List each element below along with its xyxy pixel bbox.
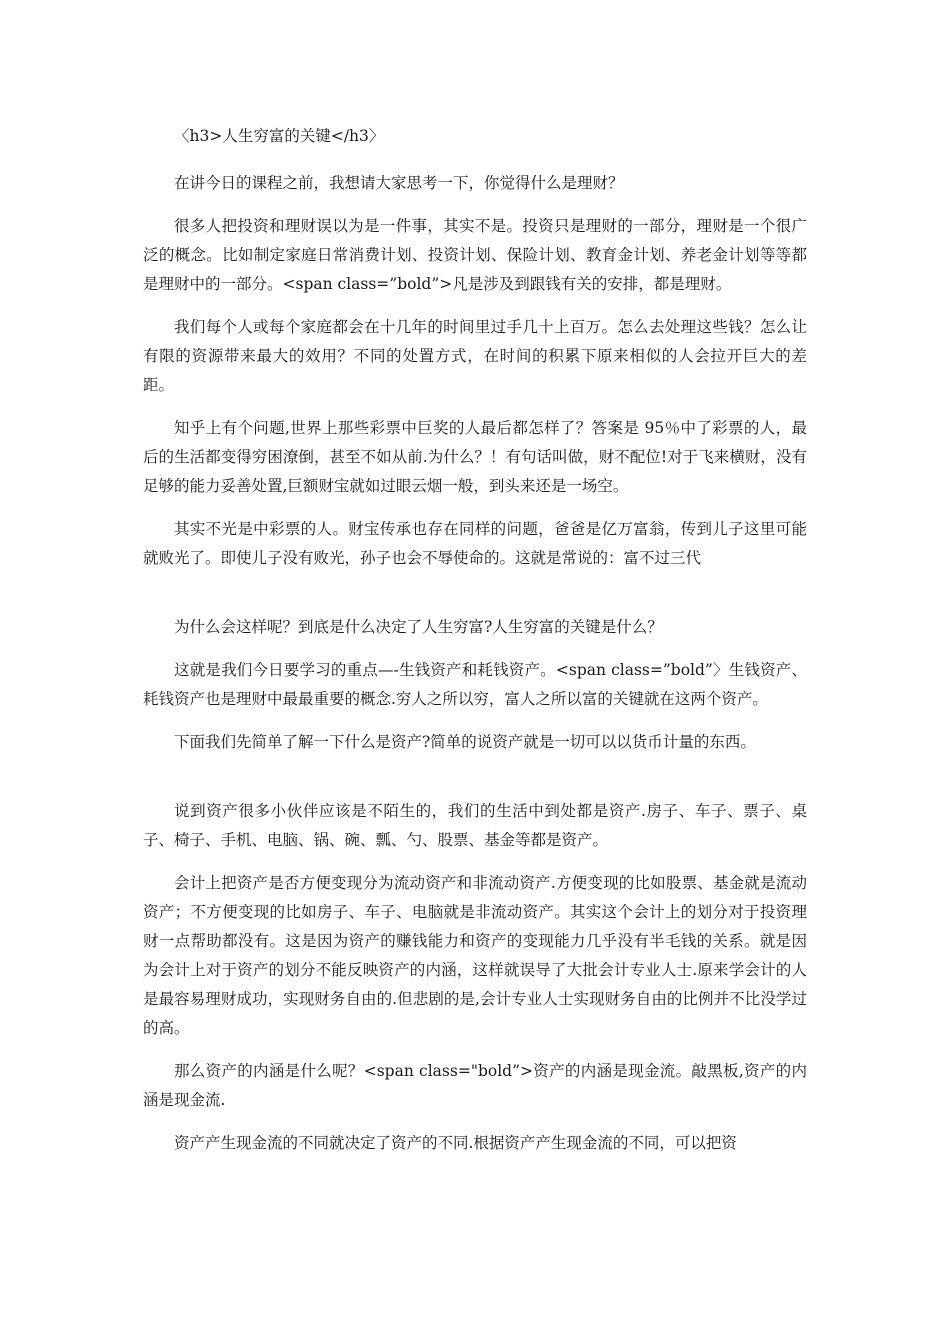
section-heading: 〈h3>人生穷富的关键</h3〉 — [174, 127, 385, 145]
paragraph: 我们每个人或每个家庭都会在十几年的时间里过手几十上百万。怎么去处理这些钱？怎么让有限的资源带来最大的效用？不同的处置方式，在时间的积累下原来相似的人会拉开巨大的差距。 — [143, 318, 807, 394]
paragraph: 那么资产的内涵是什么呢？<span class="bold”>资产的内涵是现金流。敲黑板,资产的内涵是现金流. — [143, 1062, 807, 1109]
spacer — [143, 587, 807, 613]
paragraph: 在讲今日的课程之前，我想请大家思考一下，你觉得什么是理财？ — [174, 174, 624, 192]
paragraph: 说到资产很多小伙伴应该是不陌生的，我们的生活中到处都是资产.房子、车子、票子、桌子、椅子、手机、电脑、锅、碗、瓢、勺、股票、基金等都是资产。 — [143, 802, 807, 849]
document-body — [143, 122, 807, 1172]
paragraph: 为什么会这样呢？到底是什么决定了人生穷富?人生穷富的关键是什么？ — [174, 618, 663, 636]
paragraph: 这就是我们今日要学习的重点—-生钱资产和耗钱资产。<span class=”bold”〉生钱资产、耗钱资产也是理财中最最重要的概念.穷人之所以穷，富人之所以富的关键就在这两个资产。 — [143, 661, 807, 708]
paragraph: 知乎上有个问题,世界上那些彩票中巨奖的人最后都怎样了？答案是 95％中了彩票的人，最后的生活都变得穷困潦倒，甚至不如从前.为什么？！有句话叫做，财不配位!对于飞来横财，没有足够的能力妥善处置,巨额财宝就如过眼云烟一般，到头来还是一场空。 — [143, 419, 807, 495]
paragraph: 会计上把资产是否方便变现分为流动资产和非流动资产.方便变现的比如股票、基金就是流动资产；不方便变现的比如房子、车子、电脑就是非流动资产。其实这个会计上的划分对于投资理财一点帮助都没有。这是因为资产的赚钱能力和资产的变现能力几乎没有半毛钱的关系。就是因为会计上对于资产的划分不能反映资产的内涵，这样就误导了大批会计专业人士.原来学会计的人是最容易理财成功，实现财务自由的.但悲剧的是,会计专业人士实现财务自由的比例并不比没学过的高。 — [143, 874, 807, 1037]
paragraph: 资产产生现金流的不同就决定了资产的不同.根据资产产生现金流的不同，可以把资 — [174, 1134, 737, 1152]
paragraph: 其实不光是中彩票的人。财宝传承也存在同样的问题，爸爸是亿万富翁，传到儿子这里可能就败光了。即使儿子没有败光，孙子也会不辱使命的。这就是常说的：富不过三代 — [143, 520, 807, 567]
spacer — [143, 771, 807, 797]
paragraph: 下面我们先简单了解一下什么是资产?简单的说资产就是一切可以以货币计量的东西。 — [174, 733, 756, 751]
paragraph: 很多人把投资和理财误以为是一件事，其实不是。投资只是理财的一部分，理财是一个很广泛的概念。比如制定家庭日常消费计划、投资计划、保险计划、教育金计划、养老金计划等等都是理财中的一部分。<span class=”bold”>凡是涉及到跟钱有关的安排，都是理财。 — [143, 217, 807, 293]
